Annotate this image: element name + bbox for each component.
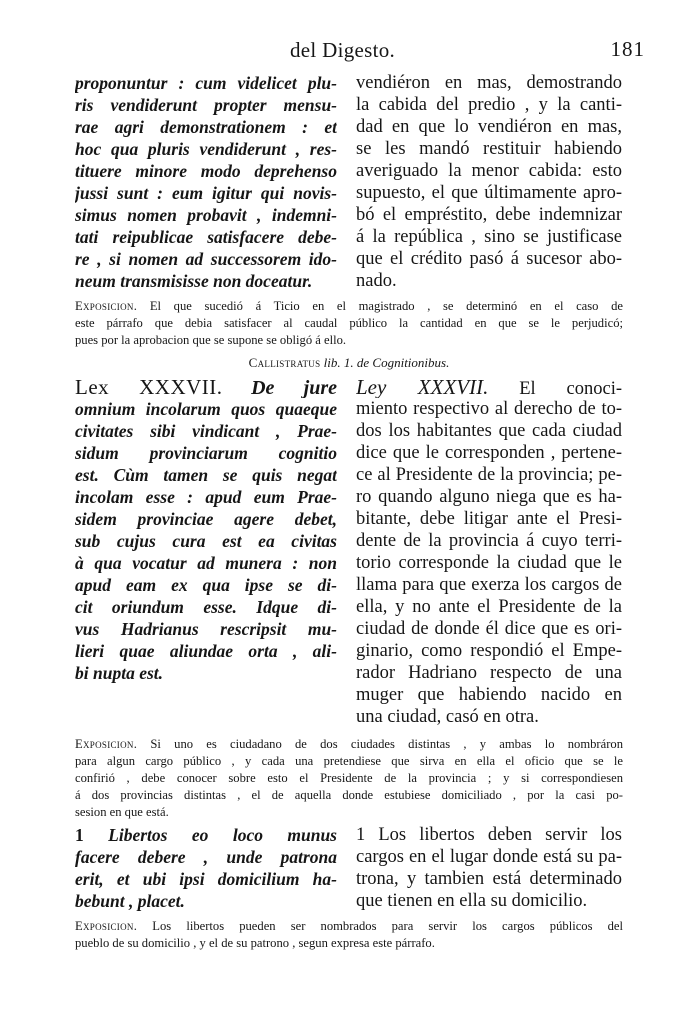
spanish-line: bitante, debe litigar ante el Presi-	[356, 509, 622, 529]
spanish-column-3	[356, 824, 622, 912]
spanish-line: llama para que exerza los cargos de	[356, 575, 622, 595]
latin-column-2	[75, 376, 337, 684]
spanish-line: averiguado la menor cabida: esto	[356, 161, 622, 181]
exposicion-line: Exposicion. Si uno es ciudadano de dos ciudades distintas , y ambas lo nombráron	[75, 737, 623, 751]
spanish-line: ginario, como respondió el Empe-	[356, 641, 622, 661]
exposicion-label: Exposicion.	[75, 919, 138, 933]
spanish-line: ce al Presidente de la provincia; pe-	[356, 465, 622, 485]
exposicion-1	[75, 298, 623, 349]
spanish-line: dad en que lo vendiéron en mas,	[356, 117, 622, 137]
spanish-column-2	[356, 376, 622, 728]
latin-line: à qua vocatur ad munera : non	[75, 553, 337, 573]
latin-line: incolam esse : apud eum Prae-	[75, 487, 337, 507]
spanish-line: ciudad de donde él dice que es ori-	[356, 619, 622, 639]
latin-line: sidem provinciae agere debet,	[75, 509, 337, 529]
spanish-line: dos los habitantes que cada ciudad	[356, 421, 622, 441]
spanish-line: trona, y tambien está determinado	[356, 869, 622, 889]
running-title: del Digesto.	[290, 38, 396, 62]
exposicion-2	[75, 736, 623, 821]
lex-heading: Lex XXXVII.	[75, 376, 223, 398]
spanish-line: muger que habiendo nacido en	[356, 685, 622, 705]
latin-line: tituere minore modo deprehenso	[75, 161, 337, 181]
exposicion-line: confirió , debe conocer sobre esto el Presidente de la provincia ; y si correspondiesen	[75, 771, 623, 785]
latin-line: civitates sibi vindicant , Prae-	[75, 421, 337, 441]
latin-line: bi nupta est.	[75, 663, 164, 683]
exposicion-line: Exposicion. El que sucedió á Ticio en el magistrado , se determinó en el caso de	[75, 299, 623, 313]
latin-line: apud eam ex qua ipse se di-	[75, 575, 337, 595]
exposicion-line: pues por la aprobacion que se supone se obligó á ello.	[75, 333, 347, 347]
paragraph-number: 1	[356, 825, 366, 845]
spanish-line: rador Hadriano respecto de una	[356, 663, 622, 683]
latin-line: vus Hadrianus rescripsit mu-	[75, 619, 337, 639]
spanish-line: se les mandó restituir habiendo	[356, 139, 622, 159]
source-citation	[75, 354, 623, 372]
spanish-line: 1 Los libertos deben servir los	[356, 825, 622, 845]
exposicion-line: pueblo de su domicilio , y el de su patrono , segun expresa este párrafo.	[75, 936, 435, 950]
ley-heading: Ley XXXVII.	[356, 376, 489, 398]
spanish-line: miento respectivo al derecho de to-	[356, 399, 622, 419]
spanish-line: cargos en el lugar donde está su pa-	[356, 847, 622, 867]
latin-line: sub cujus cura est ea civitas	[75, 531, 337, 551]
exposicion-label: Exposicion.	[75, 299, 138, 313]
latin-column-3	[75, 824, 337, 912]
spanish-line: ella, y no ante el Presidente de la	[356, 597, 622, 617]
latin-line: sidum provinciarum cognitio	[75, 443, 337, 463]
latin-line: lieri quae aliundae orta , ali-	[75, 641, 337, 661]
spanish-line: una ciudad, casó en otra.	[356, 707, 539, 727]
page-number: 181	[610, 37, 645, 61]
latin-line: re , si nomen ad successorem ido-	[75, 249, 337, 269]
latin-line: 1 Libertos eo loco munus	[75, 825, 337, 845]
latin-line: neum transmisisse non doceatur.	[75, 271, 313, 291]
spanish-line: dente de la provincia á cuyo terri-	[356, 531, 622, 551]
exposicion-line: este párrafo que debia satisfacer al caudal público la cantidad en que se le perjudicó;	[75, 316, 623, 330]
exposicion-line: sesion en que está.	[75, 805, 169, 819]
spanish-column-1	[356, 72, 622, 292]
spanish-line: la cabida del predio , y la canti-	[356, 95, 622, 115]
source-author: Callistratus	[248, 355, 321, 370]
latin-line: rae agri demonstrationem : et	[75, 117, 337, 137]
latin-line: tati reipublicae satisfacere debe-	[75, 227, 337, 247]
latin-line: bebunt , placet.	[75, 891, 185, 911]
latin-line: jussi sunt : eum igitur qui novis-	[75, 183, 337, 203]
latin-line: hoc qua pluris vendiderunt , res-	[75, 139, 337, 159]
latin-line: est. Cùm tamen se quis negat	[75, 465, 337, 485]
latin-line: omnium incolarum quos quaeque	[75, 399, 337, 419]
spanish-line: dice que le corresponden , pertene-	[356, 443, 622, 463]
exposicion-line: para algun cargo público , y cada una pretendiese que sirva en ella el oficio que se le	[75, 754, 623, 768]
spanish-line: torio corresponde la ciudad que le	[356, 553, 622, 573]
exposicion-line: Exposicion. Los libertos pueden ser nombrados para servir los cargos públicos del	[75, 919, 623, 933]
exposicion-3	[75, 918, 623, 952]
spanish-line: vendiéron en mas, demostrando	[356, 73, 622, 93]
spanish-line: que tienen en ella su domicilio.	[356, 891, 588, 911]
spanish-line: á la república , sino se justificase	[356, 227, 622, 247]
latin-line: Lex XXXVII. De jure	[75, 376, 337, 398]
spanish-line: bó el empréstito, debe indemnizar	[356, 205, 622, 225]
latin-column-1	[75, 72, 337, 292]
spanish-line: supuesto, el que últimamente apro-	[356, 183, 622, 203]
latin-line: cit oriundum esse. Idque di-	[75, 597, 337, 617]
spanish-line: que el crédito pasó á sucesor abo-	[356, 249, 622, 269]
spanish-line: Ley XXXVII. El conoci-	[356, 376, 622, 398]
exposicion-line: á dos provincias distintas , el de aquella donde estubiese domiciliado , por la casi po-	[75, 788, 623, 802]
source-work: lib. 1. de Cognitionibus.	[323, 355, 450, 370]
paragraph-number: 1	[75, 825, 84, 845]
exposicion-label: Exposicion.	[75, 737, 138, 751]
latin-line: facere debere , unde patrona	[75, 847, 337, 867]
latin-line: simus nomen probavit , indemni-	[75, 205, 337, 225]
spanish-line: nado.	[356, 271, 397, 291]
latin-line: ris vendiderunt propter mensu-	[75, 95, 337, 115]
spanish-line: ro quando alguno niega que es ha-	[356, 487, 622, 507]
latin-line: erit, et ubi ipsi domicilium ha-	[75, 869, 337, 889]
latin-line: proponuntur : cum videlicet plu-	[75, 73, 337, 93]
